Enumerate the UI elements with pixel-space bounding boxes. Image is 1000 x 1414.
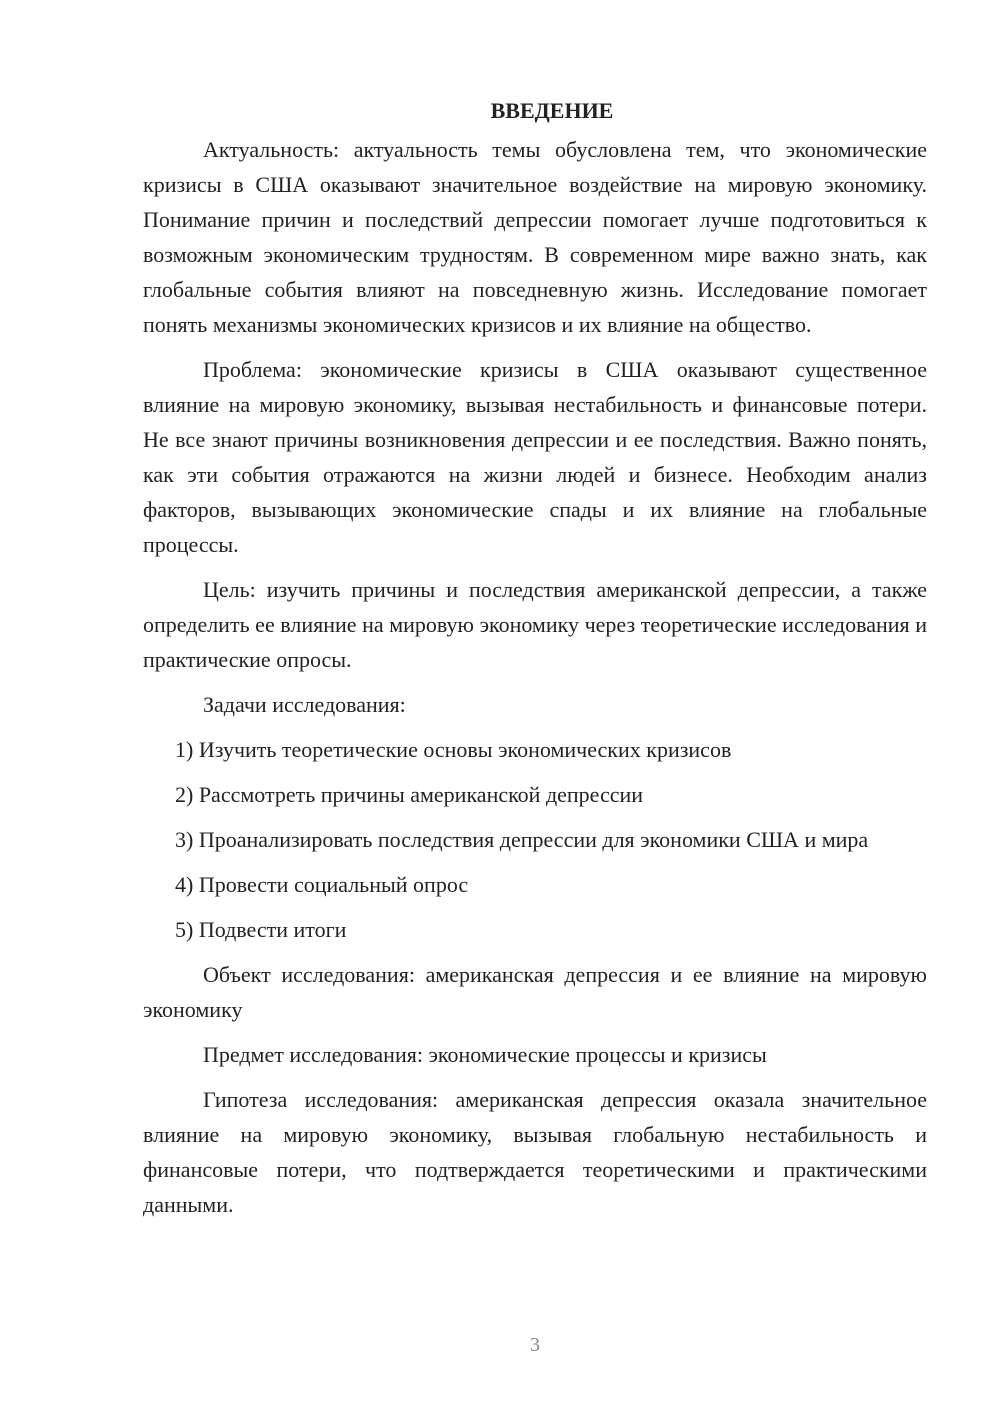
paragraph-hypothesis: Гипотеза исследования: американская депрессия оказала значительное влияние на мировую экономику, вызывая глобальную нестабильность и финансовые потери, что подтверждается теоретическими и практическими данными. — [143, 1087, 927, 1217]
task-item-1: 1) Изучить теоретические основы экономических кризисов — [175, 737, 732, 762]
paragraph-goal: Цель: изучить причины и последствия американской депрессии, а также определить ее влияние на мировую экономику через теоретические исследования и практические опросы. — [143, 577, 927, 672]
document-body — [143, 93, 927, 1232]
section-heading: ВВЕДЕНИЕ — [490, 98, 614, 123]
task-item-4: 4) Провести социальный опрос — [175, 872, 469, 897]
paragraph-problem: Проблема: экономические кризисы в США оказывают существенное влияние на мировую экономику, вызывая нестабильность и финансовые потери. Не все знают причины возникновения депрессии и ее последствия. Важно понять, как эти события отражаются на жизни людей и бизнесе. Необходим анализ факторов, вызывающих экономические спады и их влияние на глобальные процессы. — [143, 357, 927, 557]
page-number: 3 — [530, 1334, 540, 1356]
task-item-5: 5) Подвести итоги — [175, 917, 347, 942]
paragraph-relevance: Актуальность: актуальность темы обусловлена тем, что экономические кризисы в США оказывают значительное воздействие на мировую экономику. Понимание причин и последствий депрессии помогает лучше подготовиться к возможным экономическим трудностям. В современном мире важно знать, как глобальные события влияют на повседневную жизнь. Исследование помогает понять механизмы экономических кризисов и их влияние на общество. — [143, 137, 927, 337]
task-item-3: 3) Проанализировать последствия депрессии для экономики США и мира — [175, 827, 869, 852]
task-item-2: 2) Рассмотреть причины американской депрессии — [175, 782, 644, 807]
paragraph-object: Объект исследования: американская депрессия и ее влияние на мировую экономику — [143, 962, 927, 1022]
paragraph-subject: Предмет исследования: экономические процессы и кризисы — [203, 1042, 767, 1067]
paragraph-tasks-intro: Задачи исследования: — [203, 692, 406, 717]
